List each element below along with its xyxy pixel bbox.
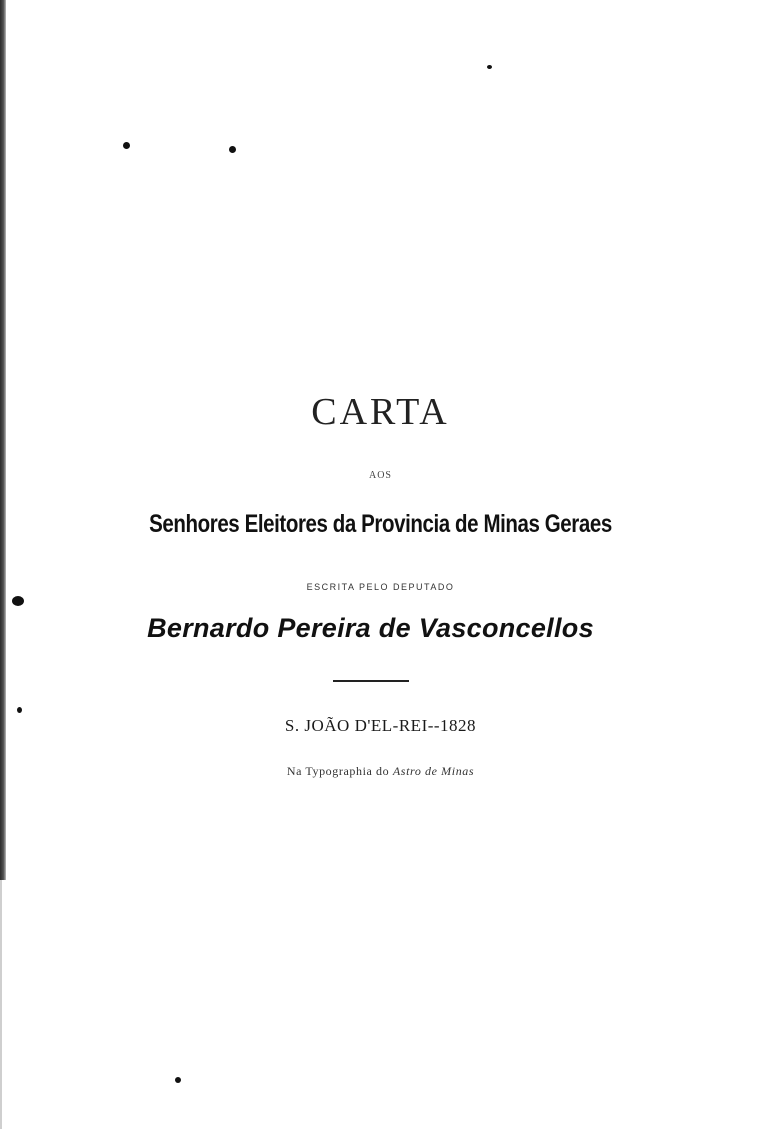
scan-binding-edge [0,0,6,880]
scan-speck [123,142,130,149]
place-date-line: S. JOÃO D'EL-REI--1828 [284,716,477,735]
author-name: Bernardo Pereira de Vasconcellos [147,613,594,643]
scan-speck [487,65,492,69]
printer-line [0,764,761,779]
aos-line: AOS [368,470,392,481]
divider-rule [333,680,409,682]
scan-binding-edge-lower [0,880,2,1129]
scan-speck [229,146,236,153]
addressee-line: Senhores Eleitores da Provincia de Minas Geraes [149,510,612,538]
scan-speck [175,1077,181,1083]
document-title: CARTA [311,391,450,433]
printer-name: Astro de Minas [392,764,475,778]
scan-speck [17,707,22,713]
scan-speck [12,596,24,606]
printer-prefix: Na Typographia do [286,764,390,778]
written-by-line: ESCRITA PELO DEPUTADO [306,582,455,592]
